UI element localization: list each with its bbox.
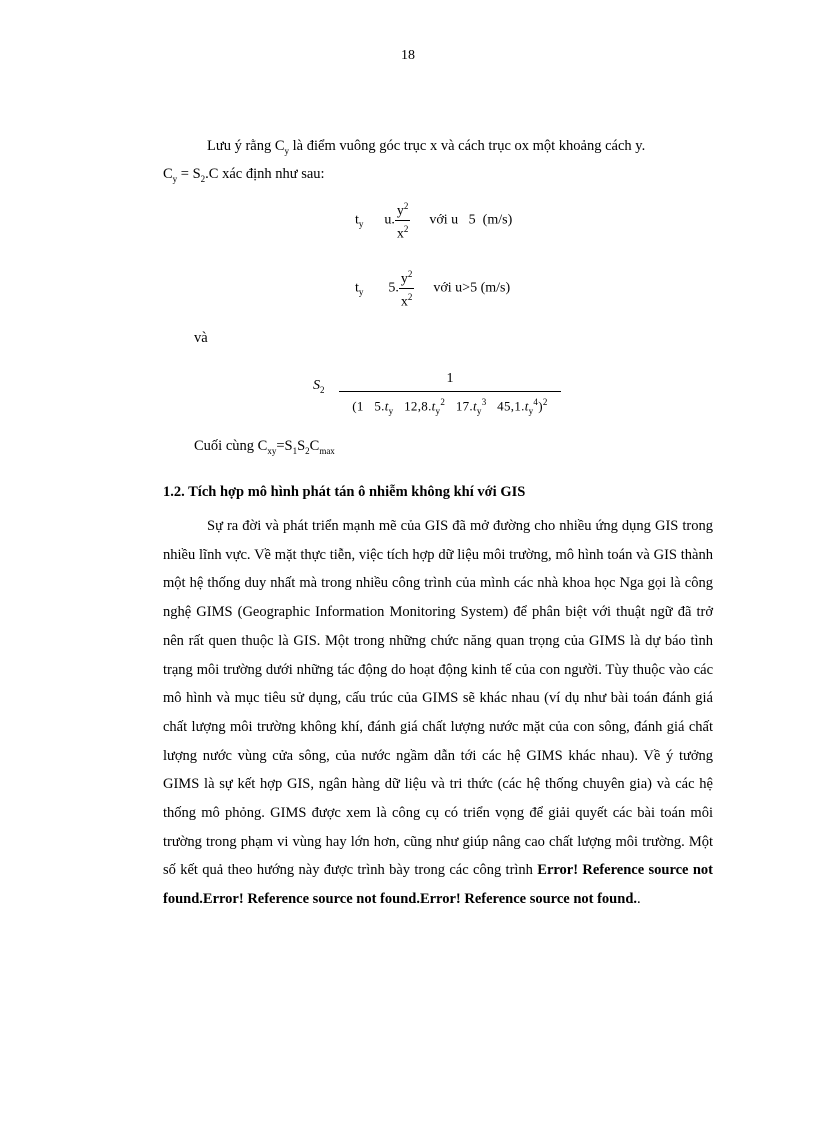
s2-denominator — [339, 392, 561, 421]
final-text: C — [309, 438, 320, 454]
den-sup: 3 — [481, 397, 487, 407]
den-sub: y — [435, 405, 441, 416]
intro-subscript: y — [284, 145, 290, 156]
intro-subscript: 2 — [200, 173, 206, 184]
den-part: 12,8. — [393, 398, 432, 414]
fraction-num-sup: 2 — [403, 201, 409, 211]
intro-text: .C xác định như sau: — [205, 166, 325, 182]
final-sub: 1 — [292, 445, 298, 456]
intro-text: Lưu ý rằng C — [207, 138, 285, 154]
fraction — [395, 198, 411, 242]
formula-lhs-sub: y — [358, 287, 364, 298]
intro-text: = S — [177, 166, 201, 182]
den-sup: 4 — [533, 397, 539, 407]
den-var: t — [524, 398, 529, 414]
formula-coef: 5. — [388, 280, 399, 296]
den-var: t — [384, 398, 389, 414]
final-sub: max — [319, 445, 335, 456]
final-line — [194, 438, 335, 456]
intro-line-2 — [163, 166, 325, 184]
final-sub: xy — [267, 445, 277, 456]
reference-error: Error! Reference source not found.Error! Reference source not found.Error! Reference source not found. — [163, 862, 713, 908]
fraction — [399, 266, 415, 310]
fraction-den-sup: 2 — [407, 291, 413, 302]
fraction-num: y — [400, 271, 408, 287]
s2-numerator: 1 — [339, 370, 561, 392]
fraction-num: y — [396, 203, 404, 219]
den-sub: y — [476, 405, 482, 416]
den-part: 17. — [445, 398, 473, 414]
intro-text: C — [163, 166, 173, 182]
formula-coef: u. — [384, 212, 395, 228]
den-sup: 2 — [440, 397, 446, 407]
formula-condition: với u 5 (m/s) — [429, 212, 513, 228]
den-part: (1 5. — [352, 398, 385, 414]
formula-s2-lhs — [313, 378, 325, 395]
intro-line-1 — [207, 138, 645, 156]
fraction-den-sup: 2 — [403, 223, 409, 234]
fraction-den: x — [396, 226, 404, 242]
formula-lhs: t — [355, 280, 359, 296]
final-text: S — [297, 438, 306, 454]
formula-lhs: t — [355, 212, 359, 228]
den-part: 45,1. — [486, 398, 525, 414]
formula-condition: với u>5 (m/s) — [433, 280, 511, 296]
den-part: ) — [538, 398, 543, 414]
final-text: Cuối cùng C — [194, 438, 268, 454]
fraction-num-sup: 2 — [407, 269, 413, 279]
final-sub: 2 — [305, 445, 310, 456]
formula-lhs-sub: y — [358, 219, 364, 230]
den-sub: y — [528, 405, 534, 416]
formula-lhs-sub: 2 — [320, 384, 325, 395]
page-number: 18 — [401, 48, 415, 63]
paragraph-text: Sự ra đời và phát triển mạnh mẽ của GIS đã mở đường cho nhiều ứng dụng GIS trong nhiều lĩnh vực. Về mặt thực tiễn, việc tích hợp dữ liệu môi trường, mô hình toán và GIS thành một hệ thống duy nhất mà trong nhiều công trình của mình các nhà khoa học Nga gọi là công nghệ GIMS (Geographic Information Monitoring System) để phân biệt với thuật ngữ đã trở nên rất quen thuộc là GIS. Một trong những chức năng quan trọng của GIMS là dự báo tình trạng môi trường dưới những tác động do hoạt động kinh tế của con người. Tùy thuộc vào các mô hình và mục tiêu sử dụng, cấu trúc của GIMS sẽ khác nhau (ví dụ như bài toán đánh giá chất lượng môi trường không khí, đánh giá chất lượng nước mặt của con sông, đánh giá chất lượng nước vùng cửa sông, của nước ngầm dẫn tới các hệ GIMS khác nhau). Về ý tưởng GIMS là sự kết hợp GIS, ngân hàng dữ liệu và tri thức (các hệ thống chuyên gia) và các hệ thống mô phỏng. GIMS được xem là công cụ có triển vọng để giải quyết các bài toán môi trường trong phạm vi vùng hay lớn hơn, cũng như giúp nâng cao chất lượng môi trường. Một số kết quả theo hướng này được trình bày trong các công trình — [163, 518, 713, 879]
section-heading: 1.2. Tích hợp mô hình phát tán ô nhiễm không khí với GIS — [163, 484, 526, 500]
intro-text: là điểm vuông góc trục x và cách trục ox một khoảng cách y. — [289, 138, 646, 154]
final-text: =S — [276, 438, 293, 454]
paragraph-end: . — [637, 891, 641, 908]
den-var: t — [472, 398, 477, 414]
intro-subscript: y — [172, 173, 178, 184]
den-var: t — [431, 398, 436, 414]
formula-ty-low-wind — [355, 198, 512, 242]
den-sup: 2 — [542, 397, 548, 407]
fraction-den: x — [400, 294, 408, 310]
den-sub: y — [388, 405, 394, 416]
body-paragraph — [163, 512, 713, 914]
formula-s2-fraction — [339, 370, 561, 421]
formula-ty-high-wind — [355, 266, 510, 310]
and-word: và — [194, 330, 208, 346]
formula-lhs: S — [313, 378, 320, 393]
